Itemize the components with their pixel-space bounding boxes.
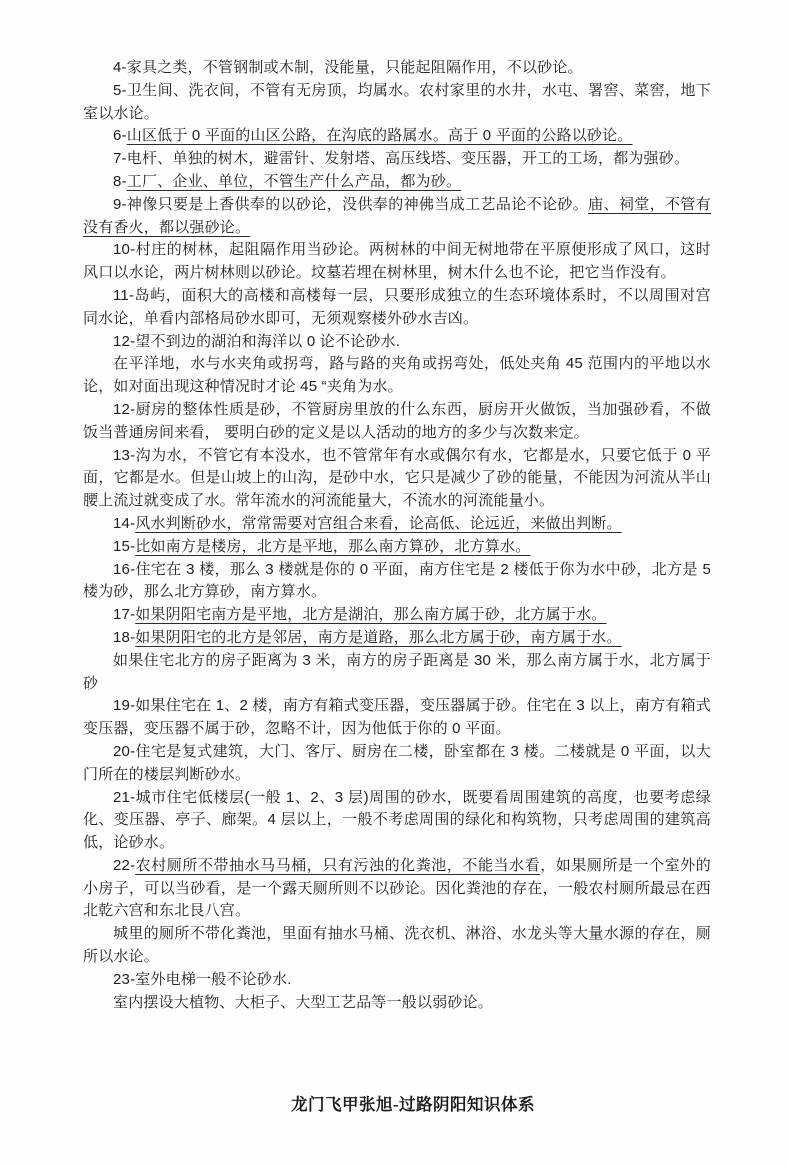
paragraph <box>83 650 711 696</box>
text-run: 13-沟为水，不管它有本没水，也不管常年有水或偶尔有水，它都是水，只要它低于 0 平面，它都是水。但是山坡上的山沟，是砂中水，它只是减少了砂的能量，不能因为河流从半山腰上流过就变成了水。常年流水的河流能量大，不流水的河流能量小。 <box>83 446 711 510</box>
paragraph <box>83 239 711 285</box>
paragraph <box>83 969 711 992</box>
text-run: ，如果厕所是一个室外的小房子，可以当砂看，是一个露天厕所则不以砂论。因化粪池的存在，一般农村厕所最忌在西北乾六宫和东北艮八宫。 <box>83 856 712 920</box>
paragraph <box>83 741 711 787</box>
text-run: 18- <box>113 628 136 646</box>
paragraph <box>83 604 711 627</box>
underlined-text: 如果阴阳宅的北方是邻居，南方是道路，那么北方属于砂，南方属于水。 <box>135 628 622 646</box>
paragraph <box>83 923 711 969</box>
paragraph <box>83 171 711 194</box>
underlined-text: 工厂、企业、单位，不管生产什么产品，都为砂。 <box>126 172 462 190</box>
paragraph <box>83 787 711 855</box>
paragraph <box>83 855 711 923</box>
page-footer <box>0 1091 788 1115</box>
text-run: 22- <box>113 856 136 874</box>
paragraph <box>83 513 711 536</box>
text-run: 14- <box>113 514 136 532</box>
paragraph <box>83 331 711 354</box>
underlined-text: 风水判断砂水，常常需要对宫组合来看，论高低、论远近，来做出判断。 <box>135 514 622 532</box>
underlined-text: 庙、祠堂，不管有没有香火，都以强砂论。 <box>83 195 711 236</box>
underlined-text: 如果阴阳宅南方是平地，北方是湖泊，那么南方属于砂，北方属于水。 <box>135 606 607 624</box>
paragraph <box>83 992 711 1015</box>
document-body <box>83 57 711 1014</box>
text-run: 21-城市住宅低楼层(一般 1、2、3 层)周围的砂水，既要看周围建筑的高度，也要考虑绿化、变压器、亭子、廊架。4 层以上，一般不考虑周围的绿化和构筑物，只考虑周围的建筑高低，论砂水。 <box>83 788 711 852</box>
paragraph <box>83 445 711 513</box>
underlined-text: 比如南方是楼房，北方是平地，那么南方算砂，北方算水。 <box>135 537 531 555</box>
paragraph <box>83 399 711 445</box>
text-run: 8- <box>113 172 127 190</box>
paragraph <box>83 57 711 80</box>
paragraph <box>83 353 711 399</box>
underlined-text: 山区低于 0 平面的山区公路，在沟底的路属水。高于 0 平面的公路以砂论。 <box>126 127 633 145</box>
text-run: 在平洋地，水与水夹角或拐弯，路与路的夹角或拐弯处，低处夹角 45 范围内的平地以水论，如对面出现这种情况时才论 45 “夹角为水。 <box>83 355 711 396</box>
paragraph <box>83 536 711 559</box>
text-run: 23-室外电梯一般不论砂水. <box>113 970 292 988</box>
text-run: 9-神像只要是上香供奉的以砂论，没供奉的神佛当成工艺品论不论砂。 <box>113 195 589 213</box>
text-run: 12-望不到边的湖泊和海洋以 0 论不论砂水. <box>113 332 401 350</box>
text-run: 15- <box>113 537 136 555</box>
text-run: 11-岛屿，面积大的高楼和高楼每一层，只要形成独立的生态环境体系时，不以周围对宫同水论，单看内部格局砂水即可，无须观察楼外砂水吉凶。 <box>83 286 711 327</box>
paragraph <box>83 695 711 741</box>
text-run: 6- <box>113 127 127 145</box>
paragraph <box>83 80 711 126</box>
text-run: 城里的厕所不带化粪池，里面有抽水马桶、洗衣机、淋浴、水龙头等大量水源的存在，厕所以水论。 <box>83 925 711 966</box>
text-run: 如果住宅北方的房子距离为 3 米，南方的房子距离是 30 米，那么南方属于水，北方属于砂 <box>83 651 711 692</box>
text-run: 20-住宅是复式建筑，大门、客厅、厨房在二楼，卧室都在 3 楼。二楼就是 0 平面，以大门所在的楼层判断砂水。 <box>83 742 711 783</box>
text-run: 4-家具之类，不管钢制或木制，没能量，只能起阻隔作用，不以砂论。 <box>113 59 583 76</box>
text-run: 16-住宅在 3 楼，那么 3 楼就是你的 0 平面，南方住宅是 2 楼低于你为水中砂，北方是 5 楼为砂，那么北方算砂，南方算水。 <box>83 560 711 601</box>
text-run: 室内摆设大植物、大柜子、大型工艺品等一般以弱砂论。 <box>113 993 494 1011</box>
underlined-text: 农村厕所不带抽水马马桶，只有污浊的化粪池，不能当水看 <box>135 856 541 874</box>
paragraph <box>83 148 711 171</box>
paragraph <box>83 559 711 605</box>
text-run: 19-如果住宅在 1、2 楼，南方有箱式变压器，变压器属于砂。住宅在 3 以上，南方有箱式变压器，变压器不属于砂，忽略不计，因为他低于你的 0 平面。 <box>83 697 711 738</box>
text-run: 5-卫生间、洗衣间，不管有无房顶，均属水。农村家里的水井，水屯、署窖、菜窖，地下室以水论。 <box>83 81 711 122</box>
text-run: 10-村庄的树林，起阻隔作用当砂论。两树林的中间无树地带在平原便形成了风口，这时风口以水论，两片树林则以砂论。坟墓若埋在树林里，树木什么也不论，把它当作没有。 <box>83 241 711 282</box>
paragraph <box>83 627 711 650</box>
text-run: 12-厨房的整体性质是砂，不管厨房里放的什么东西，厨房开火做饭，当加强砂看，不做饭当普通房间来看， 要明白砂的定义是以人活动的地方的多少与次数来定。 <box>83 400 711 441</box>
text-run: 7-电杆、单独的树木，避雷针、发射塔、高压线塔、变压器，开工的工场，都为强砂。 <box>113 150 690 168</box>
footer-title: 龙门飞甲张旭-过路阴阳知识体系 <box>291 1095 535 1114</box>
paragraph <box>83 125 711 148</box>
paragraph <box>83 194 711 240</box>
paragraph <box>83 285 711 331</box>
text-run: 17- <box>113 606 136 624</box>
